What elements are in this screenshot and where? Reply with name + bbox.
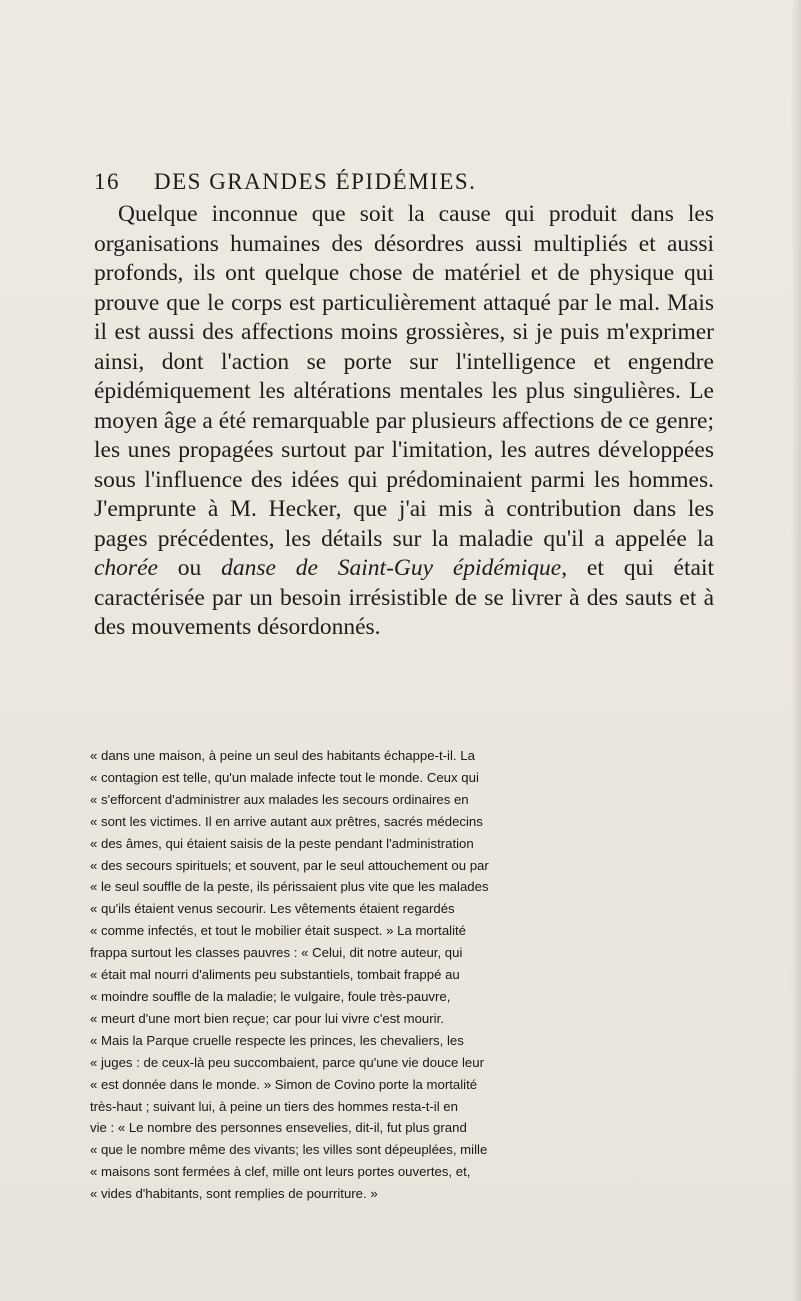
quote-line: vie : « Le nombre des personnes ensevelies, dit-il, fut plus grand: [90, 1120, 467, 1136]
running-title: DES GRANDES ÉPIDÉMIES.: [154, 169, 477, 194]
quote-line: « comme infectés, et tout le mobilier était suspect. » La mortalité: [90, 923, 467, 939]
quote-line: « que le nombre même des vivants; les villes sont dépeuplées, mille: [90, 1142, 488, 1158]
quote-line: « des âmes, qui étaient saisis de la peste pendant l'administration: [90, 835, 474, 851]
quote-line: « qu'ils étaient venus secourir. Les vêtements étaient regardés: [90, 901, 455, 917]
quote-line: « juges : de ceux-là peu succombaient, parce qu'une vie douce leur: [90, 1054, 484, 1070]
quoted-passage: [90, 745, 718, 1205]
quote-line: « le seul souffle de la peste, ils périssaient plus vite que les malades: [90, 879, 489, 895]
quote-line: frappa surtout les classes pauvres : « Celui, dit notre auteur, qui: [90, 945, 463, 961]
quote-line: « Mais la Parque cruelle respecte les princes, les chevaliers, les: [90, 1032, 464, 1048]
page-number: 16: [94, 169, 120, 194]
quote-line: « moindre souffle de la maladie; le vulgaire, foule très-pauvre,: [90, 988, 451, 1004]
quote-line: « s'efforcent d'administrer aux malades les secours ordinaires en: [90, 791, 469, 807]
quote-line: très-haut ; suivant lui, à peine un tiers des hommes resta-t-il en: [90, 1098, 458, 1114]
quote-line: « meurt d'une mort bien reçue; car pour lui vivre c'est mourir.: [90, 1010, 444, 1026]
quote-line: « dans une maison, à peine un seul des habitants échappe-t-il. La: [90, 748, 475, 763]
page-edge-shadow: [791, 0, 801, 1301]
quote-line: « contagion est telle, qu'un malade infecte tout le monde. Ceux qui: [90, 769, 479, 785]
quote-line: « est donnée dans le monde. » Simon de Covino porte la mortalité: [90, 1076, 478, 1092]
quote-line: « des secours spirituels; et souvent, par le seul attouchement ou par: [90, 857, 489, 873]
quote-line: « était mal nourri d'aliments peu substantiels, tombait frappé au: [90, 967, 460, 983]
paragraph-text: Quelque inconnue que soit la cause qui produit dans les organisations humaines des désordres aussi multipliés et aussi profonds, ils ont quelque chose de matériel et de physique qui prouve que le corps est particulièrement attaqué par le mal. Mais il est aussi des affections moins grossières, si je puis m'exprimer ainsi, dont l'action se porte sur l'intelligence et engendre épidémiquement les altérations mentales les plus singulières. Le moyen âge a été remarquable par plusieurs affections de ce genre; les unes propagées surtout par l'imitation, les autres développées sous l'influence des idées qui prédominaient parmi les hommes. J'emprunte à M. Hecker, que j'ai mis à contribution dans les pages précédentes, les détails sur la maladie qu'il a appelée la: [94, 201, 714, 552]
main-paragraph: [94, 200, 714, 643]
quote-line: « maisons sont fermées à clef, mille ont leurs portes ouvertes, et,: [90, 1164, 471, 1180]
quote-line: « sont les victimes. Il en arrive autant aux prêtres, sacrés médecins: [90, 813, 483, 829]
paragraph-text-end: , et qui était caractérisée par un besoin irrésistible de se livrer à des sauts et à des mouvements désordonnés.: [94, 555, 714, 640]
italic-term-choree: chorée: [94, 555, 158, 581]
paragraph-text-connector: ou: [157, 555, 222, 581]
italic-term-danse: danse de Saint-Guy épidémique: [221, 555, 562, 581]
quote-line: « vides d'habitants, sont remplies de pourriture. »: [90, 1186, 378, 1202]
running-head: [94, 169, 722, 195]
